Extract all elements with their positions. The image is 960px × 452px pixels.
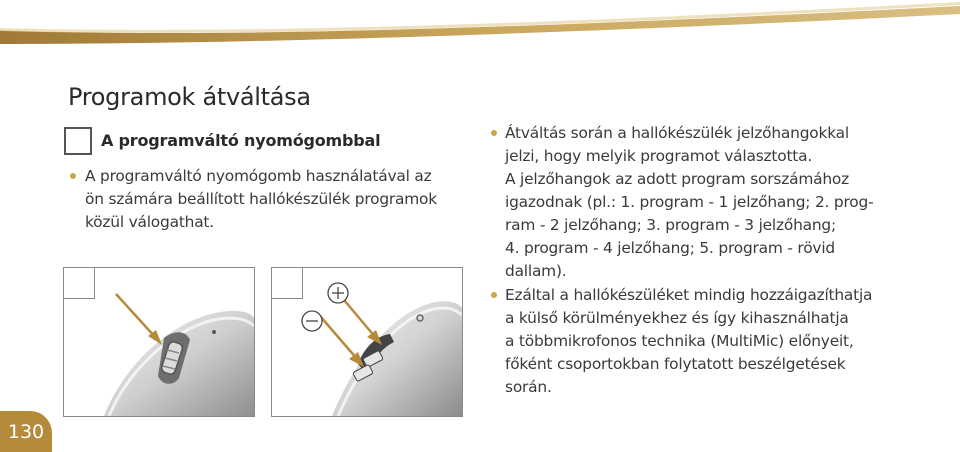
text-line: ön számára beállított hallókészülék programok — [85, 190, 437, 208]
corner-marker — [63, 267, 95, 299]
corner-marker — [271, 267, 303, 299]
text-line: dallam). — [505, 262, 567, 280]
plus-minus-button-illustration — [271, 267, 463, 417]
text-line: jelzi, hogy melyik programot választotta. — [505, 147, 813, 165]
signal-tone-paragraph — [505, 122, 873, 283]
multimic-paragraph — [505, 284, 872, 399]
section-heading: A programváltó nyomógombbal — [101, 131, 381, 150]
header-gold-stripe — [0, 0, 960, 50]
text-line: közül válogathat. — [85, 213, 214, 231]
text-line: Átváltás során a hallókészülék jelzőhangokkal — [505, 124, 849, 142]
section-checkbox-icon — [64, 127, 92, 155]
text-line: Ezáltal a hallókészüléket mindig hozzáigazíthatja — [505, 286, 873, 304]
text-line: során. — [505, 378, 552, 396]
page-title: Programok átváltása — [68, 83, 311, 111]
text-line: a többmikrofonos technika (MultiMic) előnyeit, — [505, 332, 854, 350]
rocker-button-illustration — [63, 267, 255, 417]
bullet-dot-icon — [491, 292, 497, 298]
text-line: A programváltó nyomógomb használatával az — [85, 167, 432, 185]
text-line: A jelzőhangok az adott program sorszámához — [505, 170, 849, 188]
text-line: igazodnak (pl.: 1. program - 1 jelzőhang; 2. prog- — [505, 193, 874, 211]
text-line: a külső körülményekhez és így kihasználhatja — [505, 309, 849, 327]
bullet-dot-icon — [70, 173, 76, 179]
intro-paragraph — [85, 165, 437, 234]
text-line: 4. program - 4 jelzőhang; 5. program - rövid — [505, 239, 835, 257]
text-line: főként csoportokban folytatott beszélgetések — [505, 355, 846, 373]
page-number: 130 — [0, 411, 52, 452]
bullet-dot-icon — [491, 130, 497, 136]
text-line: ram - 2 jelzőhang; 3. program - 3 jelzőhang; — [505, 216, 836, 234]
